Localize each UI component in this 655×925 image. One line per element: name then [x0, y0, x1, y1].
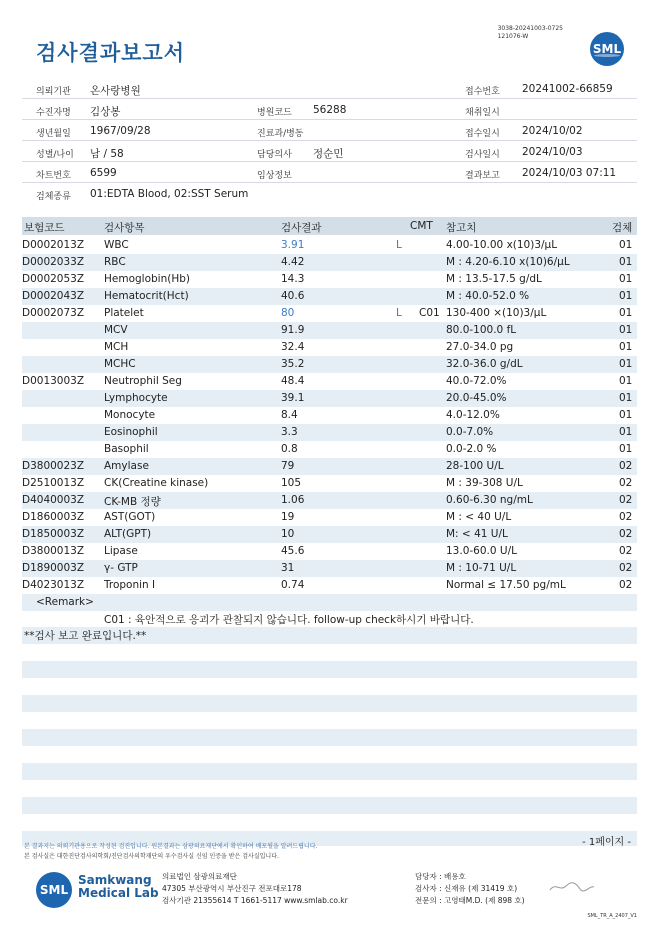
- org-address: 47305 부산광역시 부산진구 전포대로178: [162, 884, 302, 893]
- footer-brand: [78, 874, 159, 900]
- dob-label: 생년월일: [36, 129, 71, 139]
- specimen-label: 검체종류: [36, 192, 71, 202]
- test-result: 19: [281, 511, 295, 523]
- specimen-code: 01: [619, 443, 633, 455]
- patient-label: 수진자명: [36, 108, 71, 118]
- specimen-code: 01: [619, 392, 633, 404]
- test-result: 10: [281, 528, 295, 540]
- test-result: 39.1: [281, 392, 305, 404]
- specimen-code: 01: [619, 256, 633, 268]
- footer-staff: [415, 871, 525, 907]
- chart-value: 6599: [90, 167, 117, 179]
- test-result: 1.06: [281, 494, 305, 506]
- col-cmt: CMT: [410, 220, 433, 232]
- col-spec: 검체: [612, 222, 633, 234]
- insurance-code: D2510013Z: [22, 477, 85, 489]
- sex-age-value: 남 / 58: [90, 148, 124, 160]
- clinical-label: 임상정보: [257, 171, 292, 181]
- dept-label: 진료과/병동: [257, 129, 304, 139]
- specimen-code: 01: [619, 307, 633, 319]
- reference-range: 0.0-7.0%: [446, 426, 494, 438]
- table-row: [22, 526, 637, 543]
- test-date-label: 검사일시: [465, 150, 500, 160]
- specimen-code: 01: [619, 358, 633, 370]
- blank-band: [22, 695, 637, 712]
- doctor-value: 정순민: [313, 148, 344, 160]
- reference-range: M : 10-71 U/L: [446, 562, 517, 574]
- table-row: [22, 509, 637, 526]
- table-row: [22, 305, 637, 322]
- table-row: [22, 560, 637, 577]
- info-row-specimen: [22, 183, 637, 204]
- col-ref: 참고치: [446, 222, 477, 234]
- reference-range: 32.0-36.0 g/dL: [446, 358, 523, 370]
- footer-organization: [162, 871, 348, 907]
- test-name: Platelet: [104, 307, 144, 319]
- specimen-value: 01:EDTA Blood, 02:SST Serum: [90, 188, 249, 200]
- insurance-code: D1890003Z: [22, 562, 85, 574]
- table-row: [22, 577, 637, 594]
- table-row: [22, 322, 637, 339]
- signature-image: [548, 880, 596, 894]
- reference-range: 130-400 ×(10)3/μL: [446, 307, 547, 319]
- specimen-code: 02: [619, 511, 633, 523]
- doctor-label: 담당의사: [257, 150, 292, 160]
- form-code: SML_TR_A_2407_V1: [587, 913, 637, 919]
- receipt-no-label: 접수번호: [465, 87, 500, 97]
- insurance-code: D4040003Z: [22, 494, 85, 506]
- test-name: Lymphocyte: [104, 392, 168, 404]
- dob-value: 1967/09/28: [90, 125, 151, 137]
- table-row: [22, 271, 637, 288]
- insurance-code: D4023013Z: [22, 579, 85, 591]
- test-name: γ- GTP: [104, 562, 138, 574]
- specimen-code: 01: [619, 375, 633, 387]
- receipt-no-value: 20241002-66859: [522, 83, 613, 95]
- test-result: 32.4: [281, 341, 305, 353]
- test-result: 79: [281, 460, 295, 472]
- table-row: [22, 424, 637, 441]
- test-result: 8.4: [281, 409, 298, 421]
- test-result: 3.91: [281, 239, 305, 251]
- report-complete-note: **검사 보고 완료입니다.**: [24, 630, 147, 642]
- collection-label: 채취일시: [465, 108, 500, 118]
- info-row-chart: [22, 162, 637, 183]
- footer-note-1: 본 결과지는 의뢰기관용으로 작성된 검진입니다. 원본결과는 삼광의료재단에서 확인하여 배포될을 알려드립니다.: [24, 843, 318, 850]
- table-row: [22, 407, 637, 424]
- reference-range: M: < 41 U/L: [446, 528, 508, 540]
- remark-heading: <Remark>: [36, 596, 94, 608]
- insurance-code: D0002013Z: [22, 239, 85, 251]
- insurance-code: D0013003Z: [22, 375, 85, 387]
- test-result: 45.6: [281, 545, 305, 557]
- specimen-code: 02: [619, 562, 633, 574]
- report-code-line1: 3038-20241003-0725: [497, 25, 563, 32]
- test-name: Lipase: [104, 545, 138, 557]
- page-number: - 1페이지 -: [582, 837, 631, 848]
- reference-range: 4.0-12.0%: [446, 409, 500, 421]
- reference-range: 28-100 U/L: [446, 460, 504, 472]
- reference-range: 13.0-60.0 U/L: [446, 545, 517, 557]
- info-row-institution: [22, 78, 637, 99]
- brand-line-2: Medical Lab: [78, 886, 159, 900]
- test-result: 80: [281, 307, 295, 319]
- report-code-line2: 121076-W: [497, 33, 529, 40]
- col-code: 보험코드: [24, 222, 65, 234]
- test-result: 40.6: [281, 290, 305, 302]
- reference-range: 0.0-2.0 %: [446, 443, 497, 455]
- specimen-code: 02: [619, 494, 633, 506]
- test-name: ALT(GPT): [104, 528, 152, 540]
- reference-range: 4.00-10.00 x(10)3/μL: [446, 239, 558, 251]
- staff-tester: 검사자 : 신재유 (제 31419 호): [415, 884, 518, 893]
- reference-range: M : 40.0-52.0 %: [446, 290, 530, 302]
- specimen-code: 02: [619, 460, 633, 472]
- table-row: [22, 356, 637, 373]
- test-name: MCV: [104, 324, 128, 336]
- test-result: 91.9: [281, 324, 305, 336]
- info-row-dob: [22, 120, 637, 141]
- hospital-code-value: 56288: [313, 104, 347, 116]
- test-name: Neutrophil Seg: [104, 375, 182, 387]
- specimen-code: 02: [619, 579, 633, 591]
- test-name: AST(GOT): [104, 511, 156, 523]
- specimen-code: 01: [619, 239, 633, 251]
- blank-band: [22, 661, 637, 678]
- specimen-code: 01: [619, 290, 633, 302]
- comment-code: C01: [419, 307, 440, 319]
- insurance-code: D0002053Z: [22, 273, 85, 285]
- reference-range: 40.0-72.0%: [446, 375, 507, 387]
- receipt-date-label: 접수일시: [465, 129, 500, 139]
- reference-range: 20.0-45.0%: [446, 392, 507, 404]
- page-title: 검사결과보고서: [36, 41, 186, 65]
- institution-label: 의뢰기관: [36, 87, 71, 97]
- test-name: MCH: [104, 341, 129, 353]
- table-row: [22, 441, 637, 458]
- reference-range: 0.60-6.30 ng/mL: [446, 494, 533, 506]
- test-result: 48.4: [281, 375, 305, 387]
- test-result: 4.42: [281, 256, 305, 268]
- test-name: MCHC: [104, 358, 136, 370]
- chart-label: 차트번호: [36, 171, 71, 181]
- org-contact: 검사기관 21355614 T 1661-5117 www.smlab.co.kr: [162, 896, 348, 905]
- test-name: RBC: [104, 256, 126, 268]
- table-row: [22, 288, 637, 305]
- insurance-code: D0002043Z: [22, 290, 85, 302]
- hospital-code-label: 병원코드: [257, 108, 292, 118]
- report-label: 결과보고: [465, 171, 500, 181]
- test-result: 105: [281, 477, 302, 489]
- table-row: [22, 492, 637, 509]
- reference-range: M : 39-308 U/L: [446, 477, 523, 489]
- test-name: CK-MB 정량: [104, 496, 161, 508]
- test-name: Hematocrit(Hct): [104, 290, 189, 302]
- reference-range: M : 13.5-17.5 g/dL: [446, 273, 542, 285]
- test-name: Monocyte: [104, 409, 156, 421]
- reference-range: 27.0-34.0 pg: [446, 341, 514, 353]
- blank-band: [22, 797, 637, 814]
- blank-band: [22, 729, 637, 746]
- test-name: Amylase: [104, 460, 149, 472]
- patient-value: 김상봉: [90, 106, 121, 118]
- specimen-code: 01: [619, 341, 633, 353]
- test-result: 3.3: [281, 426, 298, 438]
- test-result: 0.74: [281, 579, 305, 591]
- specimen-code: 01: [619, 409, 633, 421]
- result-flag: L: [396, 239, 402, 251]
- test-result: 31: [281, 562, 295, 574]
- specimen-code: 01: [619, 273, 633, 285]
- test-result: 0.8: [281, 443, 298, 455]
- remark-body: C01 : 육안적으로 응괴가 관찰되지 않습니다. follow-up check하시기 바랍니다.: [104, 614, 474, 626]
- test-name: Troponin I: [104, 579, 156, 591]
- footer-sml-logo: SML: [36, 872, 72, 908]
- col-name: 검사항목: [104, 222, 145, 234]
- blank-band: [22, 763, 637, 780]
- info-row-sex-age: [22, 141, 637, 162]
- sml-logo: SML: [590, 32, 624, 66]
- report-code: [498, 25, 563, 41]
- result-flag: L: [396, 307, 402, 319]
- table-row: [22, 543, 637, 560]
- specimen-code: 02: [619, 528, 633, 540]
- test-result: 35.2: [281, 358, 305, 370]
- insurance-code: D1860003Z: [22, 511, 85, 523]
- specimen-code: 01: [619, 324, 633, 336]
- test-result: 14.3: [281, 273, 305, 285]
- test-name: Hemoglobin(Hb): [104, 273, 191, 285]
- org-name: 의료법인 삼광의료재단: [162, 872, 237, 881]
- insurance-code: D0002073Z: [22, 307, 85, 319]
- specimen-code: 01: [619, 426, 633, 438]
- receipt-date-value: 2024/10/02: [522, 125, 583, 137]
- col-result: 검사결과: [281, 222, 322, 234]
- remark-band: [22, 594, 637, 611]
- table-row: [22, 475, 637, 492]
- table-row: [22, 390, 637, 407]
- test-name: Eosinophil: [104, 426, 158, 438]
- test-date-value: 2024/10/03: [522, 146, 583, 158]
- table-row: [22, 373, 637, 390]
- reference-range: Normal ≤ 17.50 pg/mL: [446, 579, 566, 591]
- table-row: [22, 339, 637, 356]
- info-row-patient: [22, 99, 637, 120]
- specimen-code: 02: [619, 545, 633, 557]
- institution-value: 온사랑병원: [90, 85, 141, 97]
- brand-line-1: Samkwang: [78, 873, 152, 887]
- staff-specialist: 전문의 : 고영태M.D. (제 898 호): [415, 896, 525, 905]
- report-value: 2024/10/03 07:11: [522, 167, 617, 179]
- test-name: Basophil: [104, 443, 149, 455]
- table-row: [22, 237, 637, 254]
- test-name: CK(Creatine kinase): [104, 477, 209, 489]
- reference-range: M : 4.20-6.10 x(10)6/μL: [446, 256, 570, 268]
- results-table-header: [22, 217, 637, 235]
- sex-age-label: 성별/나이: [36, 150, 74, 160]
- table-row: [22, 458, 637, 475]
- table-row: [22, 254, 637, 271]
- staff-manager: 담당자 : 배용호: [415, 872, 466, 881]
- insurance-code: D0002033Z: [22, 256, 85, 268]
- insurance-code: D3800023Z: [22, 460, 85, 472]
- reference-range: M : < 40 U/L: [446, 511, 512, 523]
- footer-note-2: 본 검사실은 대한진단검사의학회/진단검사의학재단의 우수검사실 신임 인증을 받은 검사실입니다.: [24, 853, 279, 860]
- reference-range: 80.0-100.0 fL: [446, 324, 517, 336]
- insurance-code: D3800013Z: [22, 545, 85, 557]
- specimen-code: 02: [619, 477, 633, 489]
- insurance-code: D1850003Z: [22, 528, 85, 540]
- test-name: WBC: [104, 239, 129, 251]
